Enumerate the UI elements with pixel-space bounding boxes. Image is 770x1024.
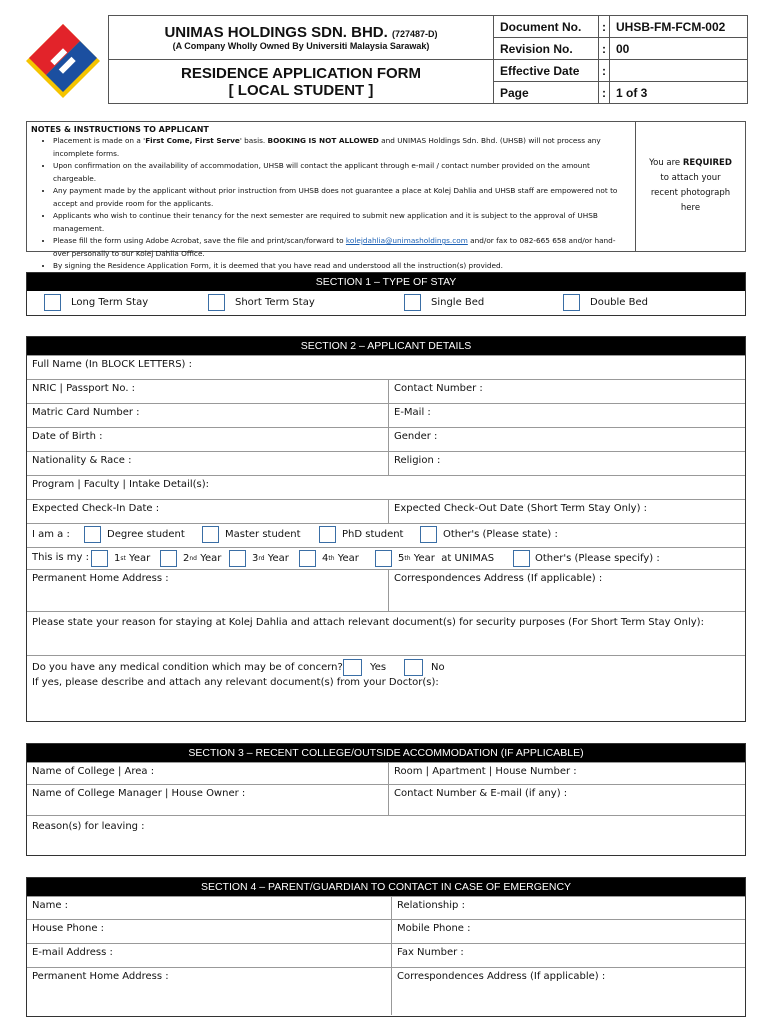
year-word: Year	[129, 553, 151, 564]
single-bed-checkbox[interactable]	[404, 294, 421, 311]
option-label: Degree student	[107, 529, 185, 540]
form-title: RESIDENCE APPLICATION FORM	[180, 64, 421, 82]
year-label: This is my :	[32, 552, 89, 563]
year-suffix: st	[120, 555, 126, 562]
college-row	[27, 762, 745, 784]
year-2-option	[160, 550, 221, 567]
nric-field[interactable]: NRIC | Passport No. :	[32, 383, 136, 394]
fax-field[interactable]: Fax Number :	[391, 944, 745, 967]
option-short-term	[208, 294, 315, 311]
option-label: Double Bed	[590, 297, 648, 308]
photo-text-2: to attach your	[660, 173, 721, 183]
house-phone-field[interactable]: House Phone :	[32, 923, 105, 934]
option-label: No	[431, 662, 445, 673]
manager-contact-field[interactable]: Contact Number & E-mail (if any) :	[388, 785, 745, 815]
full-name-field[interactable]: Full Name (In BLOCK LETTERS) :	[32, 359, 192, 370]
meta-colon-0: :	[599, 16, 610, 38]
year-1-checkbox[interactable]	[91, 550, 108, 567]
room-field[interactable]: Room | Apartment | House Number :	[388, 763, 745, 784]
phd-checkbox[interactable]	[319, 526, 336, 543]
medical-yes-option	[343, 659, 386, 676]
note-text: Please fill the form using Adobe Acrobat, save the file and print/scan/forward to	[53, 236, 346, 245]
note-bold: First Come, First Serve	[145, 136, 240, 145]
section-4-title: SECTION 4 – PARENT/GUARDIAN TO CONTACT IN CASE OF EMERGENCY	[27, 878, 745, 896]
note-item	[53, 135, 631, 160]
section-4	[26, 877, 746, 1017]
guardian-correspondence-address-field[interactable]: Correspondences Address (If applicable) :	[391, 968, 745, 1015]
photo-text-3: recent photograph	[650, 188, 731, 198]
meta-colon-2: :	[599, 60, 610, 82]
year-5-option	[375, 550, 494, 567]
guardian-email-field[interactable]: E-mail Address :	[32, 947, 113, 958]
long-term-checkbox[interactable]	[44, 294, 61, 311]
year-4-checkbox[interactable]	[299, 550, 316, 567]
section-1	[26, 272, 746, 316]
option-double-bed	[563, 294, 648, 311]
checkin-row	[27, 499, 745, 523]
gender-field[interactable]: Gender :	[388, 428, 745, 451]
program-field[interactable]: Program | Faculty | Intake Detail(s):	[32, 479, 210, 490]
year-other-option	[513, 550, 660, 567]
meta-label-3: Page	[494, 82, 599, 104]
year-suffix: th	[328, 555, 335, 562]
notes-panel	[27, 122, 636, 270]
correspondence-address-field[interactable]: Correspondences Address (If applicable) :	[388, 570, 745, 611]
year-3-option	[229, 550, 289, 567]
company-name: UNIMAS HOLDINGS SDN. BHD.	[164, 24, 388, 41]
section-2	[26, 336, 746, 722]
checkin-field[interactable]: Expected Check-In Date :	[32, 503, 160, 514]
nric-row	[27, 379, 745, 403]
company-cell	[109, 16, 494, 60]
degree-option	[84, 526, 185, 543]
short-term-checkbox[interactable]	[208, 294, 225, 311]
program-row	[27, 475, 745, 499]
company-number: (727487-D)	[391, 29, 438, 39]
note-item	[53, 235, 631, 260]
email-fax-row	[27, 943, 745, 967]
revision-number: 00	[610, 38, 748, 60]
nationality-row	[27, 451, 745, 475]
medical-question: Do you have any medical condition which may be of concern?	[32, 662, 343, 673]
contact-field[interactable]: Contact Number :	[388, 380, 745, 403]
unimas-logo	[24, 22, 102, 100]
phone-row	[27, 919, 745, 943]
master-option	[202, 526, 301, 543]
email-link[interactable]: kolejdahlia@unimasholdings.com	[345, 236, 468, 245]
option-label: Single Bed	[431, 297, 485, 308]
reason-row	[27, 611, 745, 655]
guardian-name-field[interactable]: Name :	[32, 900, 69, 911]
option-label: Short Term Stay	[235, 297, 315, 308]
degree-checkbox[interactable]	[84, 526, 101, 543]
phd-option	[319, 526, 403, 543]
year-number: 2	[183, 553, 190, 564]
dob-row	[27, 427, 745, 451]
year-number: 5	[398, 553, 405, 564]
relationship-field[interactable]: Relationship :	[391, 897, 745, 919]
document-number: UHSB-FM-FCM-002	[610, 16, 748, 38]
stay-options	[27, 291, 745, 315]
meta-label-0: Document No.	[494, 16, 599, 38]
year-word: Year	[337, 553, 359, 564]
guardian-permanent-address-field[interactable]: Permanent Home Address :	[32, 971, 169, 982]
form-subtitle: [ LOCAL STUDENT ]	[228, 81, 374, 99]
guardian-name-row	[27, 896, 745, 919]
year-other-checkbox[interactable]	[513, 550, 530, 567]
note-item: • Any payment made by the applicant without prior instruction from UHSB does not guarantee a place at Kolej Dahlia and UHSB staff are empowered not to accept and provide room for the applicants.	[53, 185, 631, 210]
medical-no-option	[404, 659, 445, 676]
year-number: 4	[322, 553, 329, 564]
form-title-cell	[109, 60, 494, 104]
year-1-option	[91, 550, 150, 567]
reason-field[interactable]: Please state your reason for staying at Kolej Dahlia and attach relevant document(s) for security purposes (For Short Term Stay Only):	[32, 617, 704, 628]
option-label: Yes	[370, 662, 387, 673]
section-3-title: SECTION 3 – RECENT COLLEGE/OUTSIDE ACCOMMODATION (IF APPLICABLE)	[27, 744, 745, 762]
section-2-title: SECTION 2 – APPLICANT DETAILS	[27, 337, 745, 355]
effective-date	[610, 60, 748, 82]
other-status-checkbox[interactable]	[420, 526, 437, 543]
photo-text: You are	[649, 158, 683, 168]
note-text: ' basis.	[239, 136, 268, 145]
note-text: and/or fax to 082-665 658 and/or hand-over personally to our Kolej Dahlia Office.	[53, 236, 616, 258]
option-label: Long Term Stay	[71, 297, 149, 308]
year-4-option	[299, 550, 359, 567]
year-suffix: th	[404, 555, 411, 562]
notes-title: NOTES & INSTRUCTIONS TO APPLICANT	[31, 125, 209, 134]
option-label: Other's (Please state) :	[443, 529, 558, 540]
other-status-option	[420, 526, 558, 543]
address-row	[27, 569, 745, 611]
guardian-address-row	[27, 967, 745, 1015]
year-row	[27, 547, 745, 569]
notes-list	[31, 135, 631, 273]
email-field[interactable]: E-Mail :	[388, 404, 745, 427]
mobile-phone-field[interactable]: Mobile Phone :	[391, 920, 745, 943]
iam-row	[27, 523, 745, 547]
year-number: 1	[114, 553, 121, 564]
photo-placeholder[interactable]	[636, 122, 745, 251]
checkout-field[interactable]: Expected Check-Out Date (Short Term Stay Only) :	[388, 500, 745, 523]
master-checkbox[interactable]	[202, 526, 219, 543]
company-subtitle: (A Company Wholly Owned By Universiti Malaysia Sarawak)	[172, 41, 430, 51]
manager-field[interactable]: Name of College Manager | House Owner :	[32, 788, 246, 799]
section-1-title: SECTION 1 – TYPE OF STAY	[27, 273, 745, 291]
dob-field[interactable]: Date of Birth :	[32, 431, 103, 442]
note-item: • Applicants who wish to continue their tenancy for the next semester are required to submit new application and it is subject to the approval of UHSB management.	[53, 210, 631, 235]
nationality-field[interactable]: Nationality & Race :	[32, 455, 132, 466]
year-5-checkbox[interactable]	[375, 550, 392, 567]
iam-label: I am a :	[32, 529, 70, 540]
college-field[interactable]: Name of College | Area :	[32, 766, 155, 777]
medical-no-checkbox[interactable]	[404, 659, 423, 676]
option-single-bed	[404, 294, 484, 311]
manager-row	[27, 784, 745, 815]
year-word: Year	[413, 553, 435, 564]
medical-description-field[interactable]: If yes, please describe and attach any relevant document(s) from your Doctor(s):	[32, 677, 439, 688]
note-bold: BOOKING IS NOT ALLOWED	[267, 136, 379, 145]
note-text: Placement is made on a '	[53, 136, 146, 145]
company-line	[113, 24, 489, 41]
option-long-term	[44, 294, 148, 311]
meta-colon-3: :	[599, 82, 610, 104]
year-word: Year	[267, 553, 289, 564]
matric-field[interactable]: Matric Card Number :	[32, 407, 140, 418]
meta-label-1: Revision No.	[494, 38, 599, 60]
double-bed-checkbox[interactable]	[563, 294, 580, 311]
page-number: 1 of 3	[610, 82, 748, 104]
year-3-checkbox[interactable]	[229, 550, 246, 567]
option-label: PhD student	[342, 529, 404, 540]
note-item: • Upon confirmation on the availability of accommodation, UHSB will contact the applicant through e-mail / contact number provided on the amount chargeable.	[53, 160, 631, 185]
note-text: and UNIMAS Holdings Sdn. Bhd. (UHSB) will not process any incomplete forms.	[53, 136, 601, 158]
notes-box	[26, 121, 746, 270]
photo-text-4: here	[680, 203, 701, 213]
medical-row	[27, 655, 745, 717]
photo-required: REQUIRED	[682, 158, 732, 168]
year-number: 3	[252, 553, 259, 564]
medical-yes-checkbox[interactable]	[343, 659, 362, 676]
year-suffix: rd	[258, 555, 265, 562]
full-name-row	[27, 355, 745, 379]
note-item: • By signing the Residence Application Form, it is deemed that you have read and understood all the instruction(s) provided.	[53, 260, 631, 273]
section-3	[26, 743, 746, 856]
meta-label-2: Effective Date	[494, 60, 599, 82]
option-label: Other's (Please specify) :	[535, 553, 660, 564]
year-suffix: nd	[189, 555, 197, 562]
matric-row	[27, 403, 745, 427]
form-header	[108, 15, 748, 104]
religion-field[interactable]: Religion :	[388, 452, 745, 475]
year-word: Year	[200, 553, 222, 564]
year-2-checkbox[interactable]	[160, 550, 177, 567]
year-5-suffix: at UNIMAS	[441, 553, 495, 564]
photo-text-1	[636, 156, 745, 171]
option-label: Master student	[225, 529, 301, 540]
permanent-address-field[interactable]: Permanent Home Address :	[32, 573, 169, 584]
meta-colon-1: :	[599, 38, 610, 60]
leaving-reason-field[interactable]: Reason(s) for leaving :	[32, 821, 145, 832]
leaving-reason-row	[27, 815, 745, 855]
